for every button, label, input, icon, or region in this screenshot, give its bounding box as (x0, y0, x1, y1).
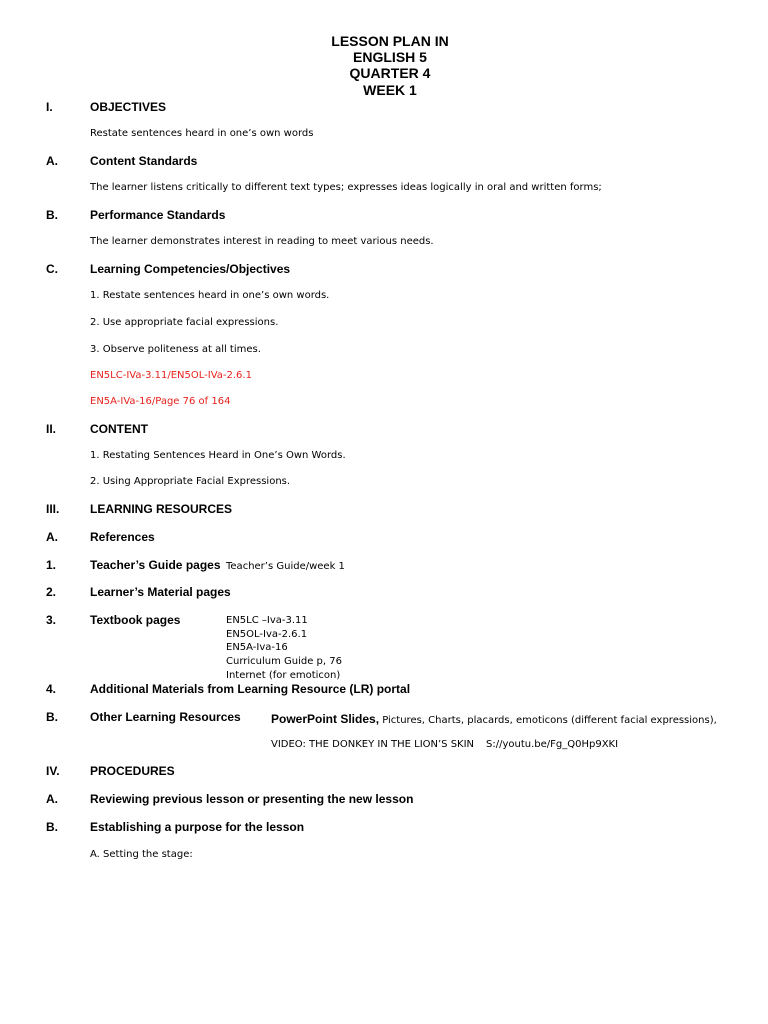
section-number-2: II. (46, 422, 57, 436)
resource-heading-learners-material: Learner’s Material pages (90, 585, 231, 599)
content-item: 2. Using Appropriate Facial Expressions. (90, 476, 291, 487)
doc-title-line-2: ENGLISH 5 (353, 49, 427, 65)
resource-letter-b: B. (46, 710, 58, 724)
subsection-letter-a: A. (46, 154, 58, 168)
resource-heading-teachers-guide: Teacher’s Guide pages (90, 558, 221, 572)
doc-title-line-4: WEEK 1 (363, 82, 417, 98)
video-link[interactable]: S://youtu.be/Fg_Q0Hp9XKI (486, 739, 619, 750)
procedure-heading-purpose: Establishing a purpose for the lesson (90, 820, 305, 834)
subsection-letter-c: C. (46, 262, 58, 276)
section-number-1: I. (46, 100, 53, 114)
textbook-reference: Internet (for emoticon) (226, 670, 341, 681)
subsection-heading-competencies: Learning Competencies/Objectives (90, 262, 291, 276)
procedure-letter-b: B. (46, 820, 58, 834)
teachers-guide-value: Teacher’s Guide/week 1 (226, 561, 345, 572)
performance-standards-text: The learner demonstrates interest in reading to meet various needs. (90, 236, 434, 247)
resource-number-4: 4. (46, 682, 57, 696)
section-heading-objectives: OBJECTIVES (90, 100, 167, 114)
resource-letter-a: A. (46, 530, 58, 544)
resource-number-3: 3. (46, 613, 57, 627)
subsection-heading-content-standards: Content Standards (90, 154, 198, 168)
subsection-heading-performance-standards: Performance Standards (90, 208, 226, 222)
textbook-reference: EN5OL-Iva-2.6.1 (226, 629, 308, 640)
doc-title-line-3: QUARTER 4 (349, 65, 431, 81)
textbook-reference: Curriculum Guide p, 76 (226, 656, 342, 667)
section-heading-procedures: PROCEDURES (90, 764, 175, 778)
procedure-heading-review: Reviewing previous lesson or presenting the new lesson (90, 792, 414, 806)
resource-heading-additional-materials: Additional Materials from Learning Resource (LR) portal (90, 682, 411, 696)
setting-the-stage: A. Setting the stage: (90, 849, 193, 860)
section-heading-learning-resources: LEARNING RESOURCES (90, 502, 233, 516)
section-number-4: IV. (46, 764, 60, 778)
resource-number-2: 2. (46, 585, 57, 599)
other-resources-value (271, 710, 717, 728)
resource-heading-references: References (90, 530, 155, 544)
competency-item: 1. Restate sentences heard in one’s own words. (90, 290, 330, 301)
other-resources-list: Pictures, Charts, placards, emoticons (different facial expressions), (379, 715, 717, 726)
competency-item: 3. Observe politeness at all times. (90, 344, 261, 355)
doc-title-line-1: LESSON PLAN IN (331, 33, 449, 49)
competency-code: EN5LC-IVa-3.11/EN5OL-IVa-2.6.1 (90, 370, 252, 381)
content-standards-text: The learner listens critically to different text types; expresses ideas logically in oral and written forms; (90, 182, 602, 193)
content-item: 1. Restating Sentences Heard in One’s Own Words. (90, 450, 346, 461)
objective-text: Restate sentences heard in one’s own words (90, 128, 314, 139)
procedure-letter-a: A. (46, 792, 58, 806)
powerpoint-label: PowerPoint Slides, (271, 712, 380, 726)
section-heading-content: CONTENT (90, 422, 148, 436)
resource-heading-other: Other Learning Resources (90, 710, 241, 724)
textbook-reference: EN5A-Iva-16 (226, 642, 288, 653)
competency-code: EN5A-IVa-16/Page 76 of 164 (90, 396, 231, 407)
competency-item: 2. Use appropriate facial expressions. (90, 317, 279, 328)
video-title: VIDEO: THE DONKEY IN THE LION’S SKIN (271, 739, 475, 750)
textbook-reference: EN5LC –Iva-3.11 (226, 615, 308, 626)
resource-heading-textbook: Textbook pages (90, 613, 181, 627)
resource-number-1: 1. (46, 558, 57, 572)
subsection-letter-b: B. (46, 208, 58, 222)
section-number-3: III. (46, 502, 60, 516)
